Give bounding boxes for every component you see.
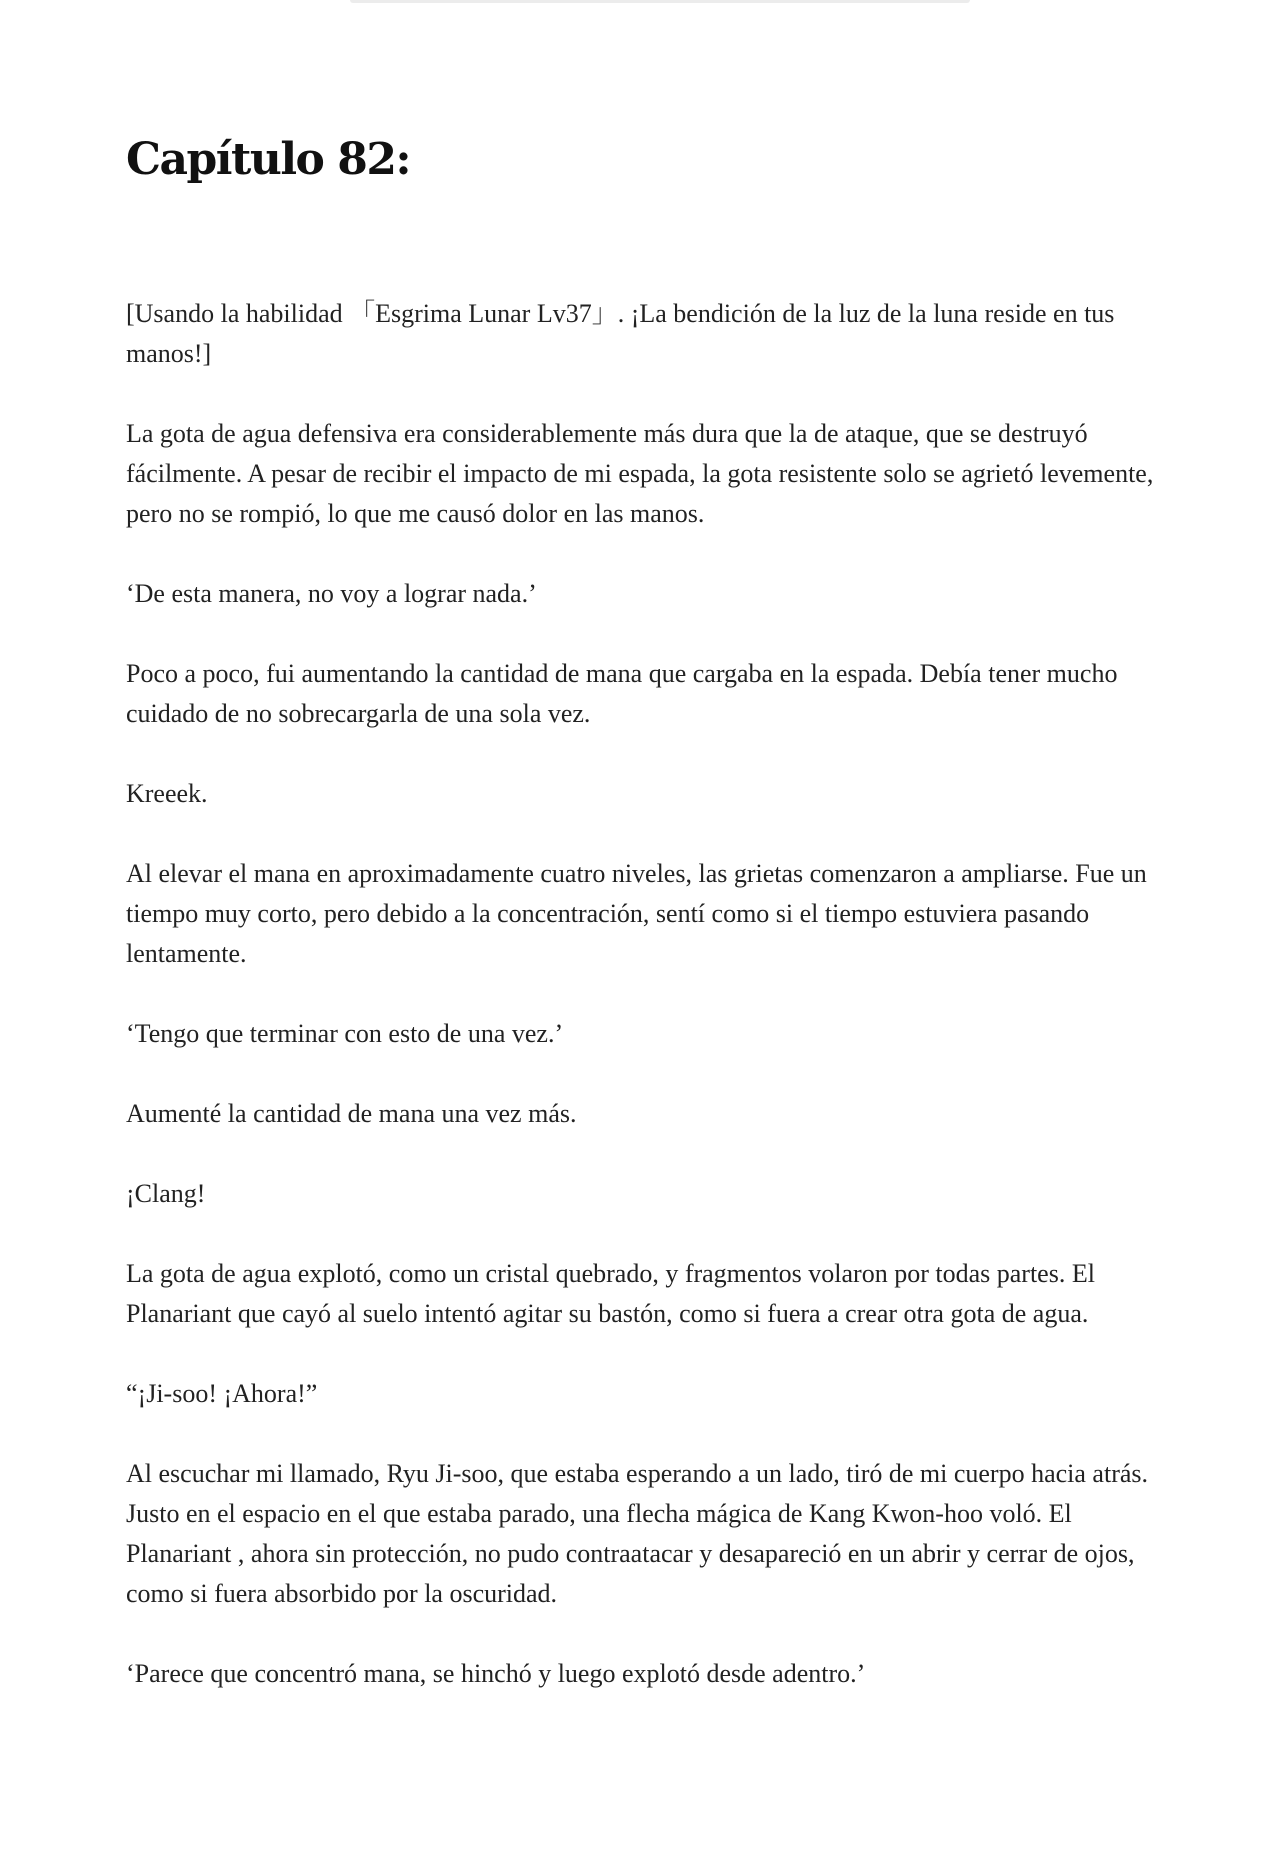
paragraph: Al escuchar mi llamado, Ryu Ji-soo, que estaba esperando a un lado, tiró de mi cuerpo hacia atrás. Justo en el espacio en el que estaba parado, una flecha mágica de Kang Kwon-hoo voló. El Planariant , ahora sin protección, no pudo contraatacar y desapareció en un abrir y cerrar de ojos, como si fuera absorbido por la oscuridad.	[126, 1459, 1149, 1608]
paragraph: Poco a poco, fui aumentando la cantidad de mana que cargaba en la espada. Debía tener mucho cuidado de no sobrecargarla de una sola vez.	[126, 659, 1118, 728]
paragraph-thought: ‘De esta manera, no voy a lograr nada.’	[126, 579, 537, 608]
paragraph-sound-effect: Kreeek.	[126, 779, 208, 808]
paragraph-thought: ‘Parece que concentró mana, se hinchó y luego explotó desde adentro.’	[126, 1659, 866, 1688]
paragraph: Al elevar el mana en aproximadamente cuatro niveles, las grietas comenzaron a ampliarse. Fue un tiempo muy corto, pero debido a la concentración, sentí como si el tiempo estuviera pasando lentamente.	[126, 859, 1147, 968]
chapter-title: Capítulo 82:	[126, 134, 411, 185]
paragraph: Aumenté la cantidad de mana una vez más.	[126, 1099, 577, 1128]
chapter-body	[126, 294, 1166, 1734]
top-divider	[350, 0, 970, 3]
paragraph-skill-notice: [Usando la habilidad 「Esgrima Lunar Lv37」. ¡La bendición de la luz de la luna reside en tus manos!]	[126, 299, 1115, 368]
paragraph: La gota de agua defensiva era considerablemente más dura que la de ataque, que se destruyó fácilmente. A pesar de recibir el impacto de mi espada, la gota resistente solo se agrietó levemente, pero no se rompió, lo que me causó dolor en las manos.	[126, 419, 1154, 528]
paragraph-thought: ‘Tengo que terminar con esto de una vez.’	[126, 1019, 564, 1048]
paragraph-dialogue: “¡Ji-soo! ¡Ahora!”	[126, 1379, 318, 1408]
paragraph-sound-effect: ¡Clang!	[126, 1179, 206, 1208]
paragraph: La gota de agua explotó, como un cristal quebrado, y fragmentos volaron por todas partes. El Planariant que cayó al suelo intentó agitar su bastón, como si fuera a crear otra gota de agua.	[126, 1259, 1095, 1328]
